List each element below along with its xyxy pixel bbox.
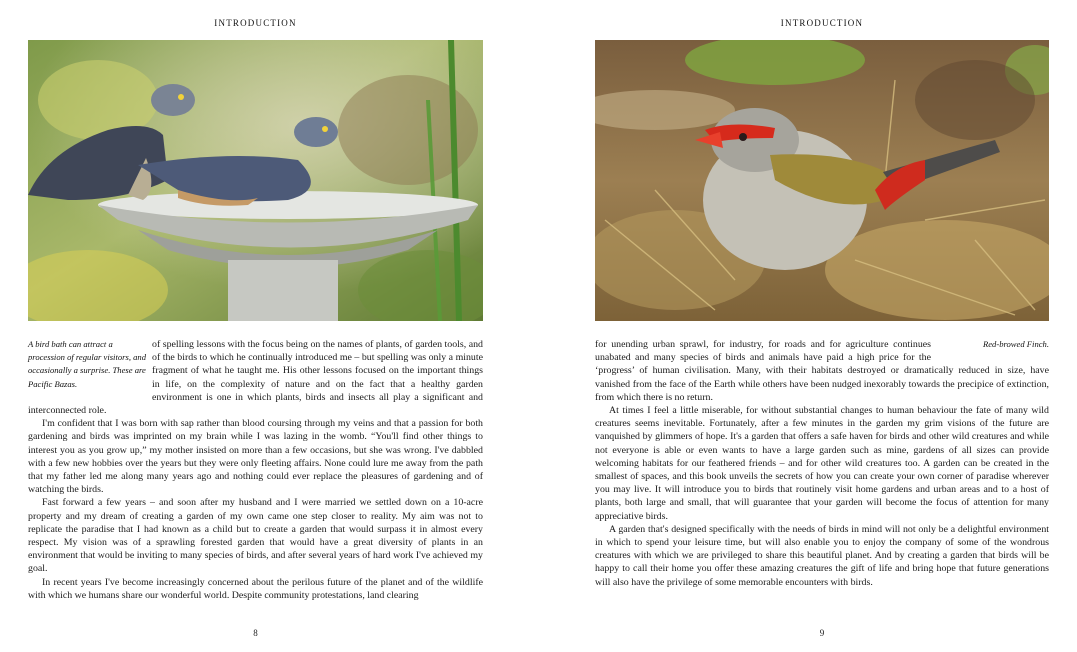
paragraph: At times I feel a little miserable, for without substantial changes to human behaviour the fate of many wild creatures seems inevitable. Fortunately, after a few minutes in the garden my grim visions of the future are vanquished by glimmers of hope. It's a garden that offers a safe haven for birds and other wild creatures and while not everyone is able or even wants to have a large garden such as mine, gardens of all sizes can provide welcoming habitats for our feathered friends – and for other wild creatures too. A garden can be created in the smallest of spaces, and this book unveils the secrets of how you can create your own corner of paradise wherever you may live. It will introduce you to birds that routinely visit home gardens and urban areas and to a host of plants, both large and small, that will guarantee that your garden will become the focus of attention for many appreciative birds. [595,405,1049,522]
paragraph: for unending urban sprawl, for industry, for roads and for agriculture continues unabated and many species of birds and animals have paid a high price for the ‘progress’ of human civilisation. Many, with their habitats destroyed or dramatically reduced in size, have vanished from the face of the Earth while others have been nudged inexorably towards the precipice of extinction, from which there is no return. [595,339,1049,403]
body-text-right [595,338,1049,589]
page-number-left: 8 [253,628,258,638]
paragraph: Fast forward a few years – and soon after my husband and I were married we settled down on a 10-acre property and my dream of creating a garden of my own came one step closer to reality. My aim was not to replicate the paradise that I had known as a child but to create a garden that would surpass it in almost every respect. My vision was of a sprawling forested garden that would have a great diversity of plants in an environment that would be inviting to many species of birds, and after several years of hard work I've achieved my goal. [28,497,483,575]
photo-pacific-bazas [28,40,483,321]
photo-red-browed-finch [595,40,1049,321]
photo-caption-left: A bird bath can attract a procession of regular visitors, and occasionally a surprise. These are Pacific Bazas. [28,339,147,389]
finch-photo [595,40,1049,321]
body-text-left [28,338,483,602]
bird-bath-photo [28,40,483,321]
paragraph: In recent years I've become increasingly concerned about the perilous future of the planet and of the wildlife with which we humans share our wonderful world. Despite community protestations, land clearing [28,576,483,601]
left-page [28,0,483,652]
paragraph: A garden that's designed specifically with the needs of birds in mind will not only be a delightful environment in which to spend your leisure time, but will also enable you to enjoy the company of some of the wondrous creatures with which we are privileged to share this beautiful planet. And by creating a garden that birds will be happy to call their home you offer these amazing creatures the gift of life and bring hope that future generations will also have the privilege of some memorable encounters with birds. [595,523,1049,588]
page-number-right: 9 [819,628,825,638]
running-head-right: INTRODUCTION [780,18,864,28]
right-page [595,0,1049,652]
running-head-left: INTRODUCTION [214,18,297,28]
photo-caption-right: Red-browed Finch. [982,339,1049,349]
paragraph: of spelling lessons with the focus being on the names of plants, of garden tools, and of the birds to which he continually introduced me – but spelling was only a minute fragment of what he taught me. His other lessons focused on the important things in life, on the complexity of nature and on the fact that a healthy garden environment is one in which plants, birds and insects all play a significant and interconnected role. [28,339,483,417]
paragraph: I'm confident that I was born with sap rather than blood coursing through my veins and that a passion for both gardening and birds was imprinted on my brain while I was lazing in the womb. “You'll find other things to interest you as you grow up,” my mother insisted on more than a few occasions, but she was wrong. I've dabbled with a few new hobbies over the years but they were only fleeting affairs. None could lure me away from the path that my father led me along many years ago and nothing could ever replace the pleasures of gardening and of watching the birds. [28,418,483,496]
